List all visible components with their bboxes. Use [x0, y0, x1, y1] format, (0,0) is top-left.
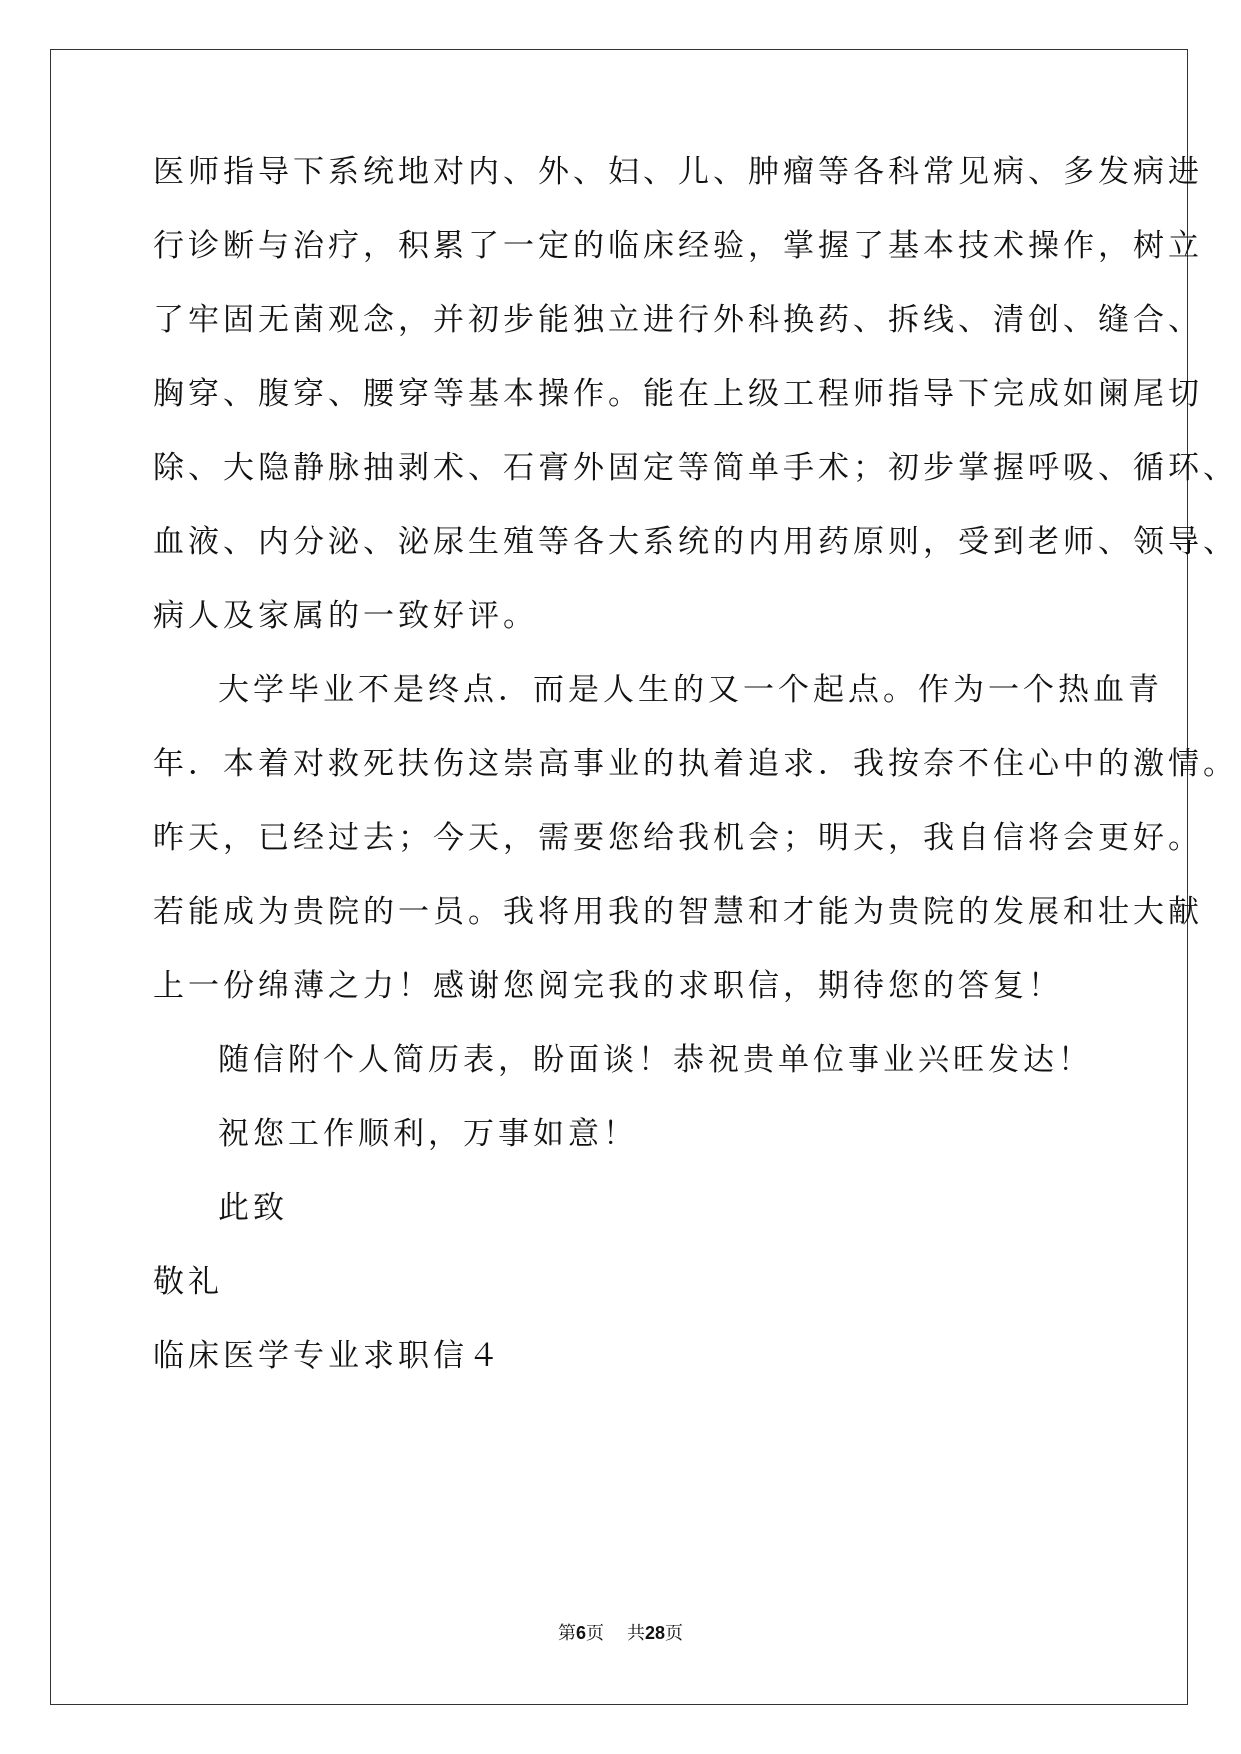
paragraph-2-line-3: 昨天，已经过去；今天，需要您给我机会；明天，我自信将会更好。: [153, 820, 1203, 856]
body-line-1: 医师指导下系统地对内、外、妇、儿、肿瘤等各科常见病、多发病进: [153, 154, 1203, 190]
paragraph-2-line-1: 大学毕业不是终点．而是人生的又一个起点。作为一个热血青: [218, 672, 1163, 708]
footer-prefix: 第: [558, 1623, 577, 1644]
paragraph-2-line-2: 年．本着对救死扶伤这崇高事业的执着追求．我按奈不住心中的激情。: [153, 746, 1238, 782]
footer-total-pages: 28: [644, 1623, 665, 1643]
body-line-5: 除、大隐静脉抽剥术、石膏外固定等简单手术；初步掌握呼吸、循环、: [153, 450, 1238, 486]
body-line-3: 了牢固无菌观念，并初步能独立进行外科换药、拆线、清创、缝合、: [153, 302, 1203, 338]
section-heading: 临床医学专业求职信４: [153, 1338, 503, 1374]
salutation-cizhi: 此致: [218, 1190, 288, 1226]
page-footer: [0, 1622, 1241, 1645]
body-line-7: 病人及家属的一致好评。: [153, 598, 538, 634]
page-border: [50, 49, 1188, 1705]
closing-wish: 祝您工作顺利，万事如意！: [218, 1116, 638, 1152]
body-line-4: 胸穿、腹穿、腰穿等基本操作。能在上级工程师指导下完成如阑尾切: [153, 376, 1203, 412]
paragraph-2-line-4: 若能成为贵院的一员。我将用我的智慧和才能为贵院的发展和壮大献: [153, 894, 1203, 930]
body-line-2: 行诊断与治疗，积累了一定的临床经验，掌握了基本技术操作，树立: [153, 228, 1203, 264]
footer-total-prefix: 共: [626, 1623, 645, 1644]
salutation-jingli: 敬礼: [153, 1264, 223, 1300]
footer-page-suffix: 页: [586, 1623, 605, 1644]
footer-total-suffix: 页: [664, 1623, 683, 1644]
paragraph-2-line-5: 上一份绵薄之力！感谢您阅完我的求职信，期待您的答复！: [153, 968, 1063, 1004]
attachment-note: 随信附个人简历表，盼面谈！恭祝贵单位事业兴旺发达！: [218, 1042, 1093, 1078]
body-line-6: 血液、内分泌、泌尿生殖等各大系统的内用药原则，受到老师、领导、: [153, 524, 1238, 560]
footer-page-number: 6: [576, 1623, 587, 1643]
